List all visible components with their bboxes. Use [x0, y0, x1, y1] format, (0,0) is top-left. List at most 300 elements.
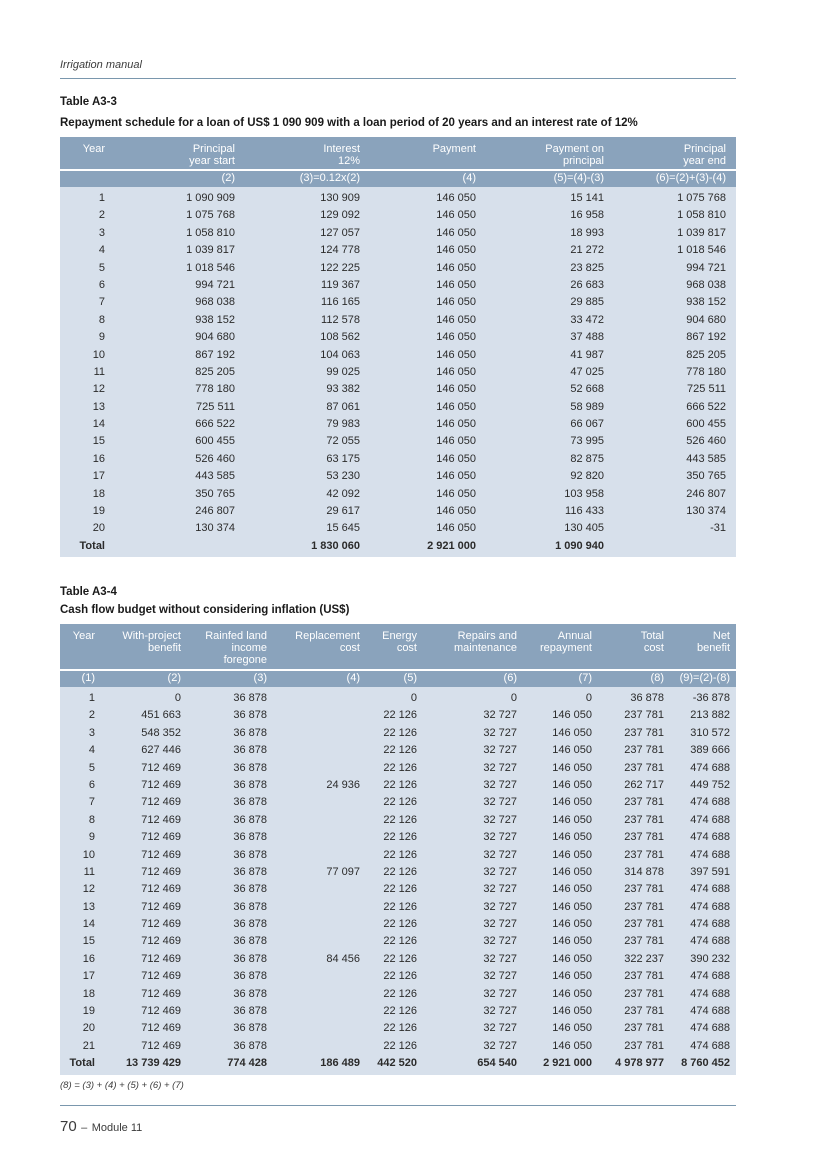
- table-row: [60, 916, 736, 933]
- table-cell: 712 469: [141, 883, 181, 896]
- table-cell: 600 455: [195, 435, 235, 448]
- table-cell: 130 374: [195, 522, 235, 535]
- repayment-schedule-table: [60, 137, 736, 557]
- table-cell: 36 878: [233, 744, 267, 757]
- table-cell: 237 781: [624, 796, 664, 809]
- table-cell: 627 446: [141, 744, 181, 757]
- table-cell: 32 727: [483, 726, 517, 739]
- t2-header-cell: [60, 630, 95, 669]
- table-cell: 246 807: [686, 487, 726, 500]
- table-row: [60, 277, 736, 294]
- table-cell: 130 909: [320, 192, 360, 204]
- table-cell: 32 727: [483, 1039, 517, 1052]
- table-cell: 146 050: [436, 313, 476, 326]
- table-cell: 22 126: [383, 987, 417, 1000]
- table-cell: 37 488: [570, 331, 604, 344]
- table-cell: 526 460: [686, 435, 726, 448]
- table-cell: 146 050: [436, 365, 476, 378]
- table-cell: 15 645: [326, 522, 360, 535]
- table-cell: 32 727: [483, 1005, 517, 1018]
- table-cell: 712 469: [141, 813, 181, 826]
- table-cell: 119 367: [321, 278, 360, 291]
- table-cell: 712 469: [141, 935, 181, 948]
- table-cell: 712 469: [141, 796, 181, 809]
- table-row: [60, 1038, 736, 1055]
- table-cell: 19: [92, 505, 105, 518]
- table-cell: 32 727: [483, 761, 517, 774]
- table-cell: 1: [88, 692, 95, 704]
- table-row: [60, 847, 736, 864]
- table-cell: 246 807: [195, 505, 235, 518]
- table-cell: 904 680: [686, 313, 726, 326]
- table-cell: 32 727: [483, 848, 517, 861]
- table2-header-row: [60, 624, 736, 669]
- table2-caption: Cash flow budget without considering inflation (US$): [60, 604, 350, 616]
- table-cell: 666 522: [686, 400, 726, 413]
- table-cell: 146 050: [436, 487, 476, 500]
- table-cell: 7: [88, 796, 95, 809]
- table-cell: 58 989: [570, 400, 604, 413]
- table-cell: 22 126: [383, 918, 417, 931]
- t2-header-line: Year: [72, 630, 95, 642]
- table-cell: -31: [710, 522, 726, 535]
- t1-header-line: Interest: [323, 143, 360, 155]
- t2-header-cell: [181, 630, 267, 669]
- table-cell: 6: [98, 278, 105, 291]
- table-cell: 129 092: [320, 209, 360, 222]
- table-row: [60, 468, 736, 485]
- table-cell: 474 688: [690, 813, 730, 826]
- table-cell: 390 232: [690, 952, 730, 965]
- table-cell: 18: [82, 987, 95, 1000]
- table-cell: 146 050: [552, 1039, 592, 1052]
- table-cell: 237 781: [624, 918, 664, 931]
- table-cell: 14: [92, 418, 105, 431]
- t2-header-line: Total: [640, 630, 664, 642]
- table-cell: 712 469: [141, 1005, 181, 1018]
- table-cell: 322 237: [624, 952, 664, 965]
- table-cell: 146 050: [552, 761, 592, 774]
- table-cell: 146 050: [552, 709, 592, 722]
- footer-separator: –: [81, 1122, 88, 1134]
- table-cell: 449 752: [690, 778, 730, 791]
- total-cell: 442 520: [377, 1057, 417, 1070]
- table-cell: 36 878: [233, 813, 267, 826]
- table-cell: 237 781: [624, 726, 664, 739]
- table-row: [60, 968, 736, 985]
- table-row: [60, 381, 736, 398]
- table-row: [60, 951, 736, 968]
- table-cell: 32 727: [483, 831, 517, 844]
- t1-header-cell: [60, 143, 105, 169]
- table-cell: [267, 829, 360, 846]
- t2-subheader-cell: (4): [346, 672, 360, 684]
- table-cell: 13: [92, 400, 105, 413]
- table2-footnote: (8) = (3) + (4) + (5) + (6) + (7): [60, 1080, 184, 1091]
- table-cell: 108 562: [320, 331, 360, 344]
- table-cell: 146 050: [552, 831, 592, 844]
- table-cell: 213 882: [690, 709, 730, 722]
- table-cell: 11: [93, 365, 105, 378]
- table-cell: [267, 690, 360, 707]
- table-cell: 1 075 768: [677, 192, 726, 204]
- t1-header-cell: [604, 143, 726, 169]
- table-cell: 32 727: [483, 918, 517, 931]
- table-cell: 474 688: [690, 918, 730, 931]
- table-cell: 22 126: [383, 831, 417, 844]
- table-cell: 22 126: [383, 865, 417, 878]
- t2-header-line: maintenance: [454, 642, 517, 654]
- table-cell: 237 781: [624, 831, 664, 844]
- table-cell: 18 993: [570, 226, 604, 239]
- table-cell: 237 781: [624, 970, 664, 983]
- table-cell: 712 469: [141, 970, 181, 983]
- t2-header-cell: [417, 630, 517, 669]
- table-cell: [267, 881, 360, 898]
- table-cell: 16: [82, 952, 95, 965]
- table-cell: 36 878: [233, 865, 267, 878]
- table-cell: 93 382: [326, 383, 360, 396]
- table-cell: 994 721: [195, 278, 235, 291]
- table-cell: 146 050: [436, 470, 476, 483]
- table-cell: 314 878: [624, 865, 664, 878]
- t2-header-line: Rainfed land: [205, 630, 267, 642]
- table-cell: [267, 760, 360, 777]
- table-cell: 526 460: [195, 452, 235, 465]
- table-cell: 53 230: [326, 470, 360, 483]
- table-row: [60, 347, 736, 364]
- table-cell: 17: [82, 970, 95, 983]
- table-cell: 36 878: [233, 987, 267, 1000]
- table-cell: 4: [98, 244, 105, 257]
- table-cell: 3: [88, 726, 95, 739]
- table-cell: 92 820: [570, 470, 604, 483]
- table-cell: 146 050: [436, 452, 476, 465]
- table-cell: 18: [92, 487, 105, 500]
- table-cell: 36 878: [233, 726, 267, 739]
- table-cell: 32 727: [483, 813, 517, 826]
- table2-body: [60, 687, 736, 1075]
- table-cell: 29 617: [326, 505, 360, 518]
- table-cell: 237 781: [624, 935, 664, 948]
- table-cell: 712 469: [141, 1039, 181, 1052]
- page-footer: [60, 1118, 142, 1136]
- t1-subheader-cell: (3)=0.12x(2): [299, 172, 360, 184]
- table-cell: 548 352: [141, 726, 181, 739]
- table-cell: 66 067: [570, 418, 604, 431]
- table-cell: 237 781: [624, 1005, 664, 1018]
- table-cell: 8: [88, 813, 95, 826]
- cash-flow-budget-table: [60, 624, 736, 1075]
- table-cell: 712 469: [141, 918, 181, 931]
- table-cell: 146 050: [436, 244, 476, 257]
- table-cell: 474 688: [690, 1005, 730, 1018]
- table-cell: 474 688: [690, 761, 730, 774]
- table-cell: [267, 986, 360, 1003]
- table-cell: 36 878: [233, 935, 267, 948]
- t2-subheader-cell: (3): [253, 672, 267, 684]
- table-cell: 904 680: [195, 331, 235, 344]
- table-cell: 146 050: [552, 1022, 592, 1035]
- table-cell: 116 433: [565, 505, 604, 518]
- table-row: [60, 364, 736, 381]
- table-cell: 22 126: [383, 761, 417, 774]
- table-cell: 310 572: [690, 726, 730, 739]
- table-cell: [267, 847, 360, 864]
- table-cell: 36 878: [233, 796, 267, 809]
- table-cell: 6: [88, 778, 95, 791]
- table-cell: 237 781: [624, 744, 664, 757]
- table-cell: 237 781: [624, 900, 664, 913]
- table-cell: 116 165: [321, 296, 360, 309]
- table-cell: 127 057: [320, 226, 360, 239]
- table-cell: 41 987: [570, 348, 604, 361]
- table-cell: 146 050: [552, 1005, 592, 1018]
- total-cell: [105, 538, 235, 555]
- table-cell: 36 878: [233, 1039, 267, 1052]
- table-cell: 146 050: [436, 418, 476, 431]
- table-cell: 0: [585, 692, 592, 704]
- table-cell: 79 983: [326, 418, 360, 431]
- table-cell: 22 126: [383, 778, 417, 791]
- total-cell: 13 739 429: [125, 1057, 181, 1070]
- table-cell: 867 192: [195, 348, 235, 361]
- table-row: [60, 329, 736, 346]
- table-cell: 712 469: [141, 761, 181, 774]
- table-cell: [267, 812, 360, 829]
- t2-subheader-cell: (2): [167, 672, 181, 684]
- table1-label: Table A3-3: [60, 96, 117, 108]
- table-row: [60, 1003, 736, 1020]
- table-cell: 4: [88, 744, 95, 757]
- table1-subheader-row: [60, 169, 736, 187]
- table-cell: 237 781: [624, 1022, 664, 1035]
- table-cell: 725 511: [196, 400, 235, 413]
- table-cell: [267, 742, 360, 759]
- table-cell: 146 050: [552, 726, 592, 739]
- table-cell: 474 688: [690, 796, 730, 809]
- table-cell: 237 781: [624, 813, 664, 826]
- table-cell: 146 050: [552, 883, 592, 896]
- table-cell: 84 456: [326, 952, 360, 965]
- table-row: [60, 520, 736, 537]
- table-cell: [267, 899, 360, 916]
- table-cell: 82 875: [570, 452, 604, 465]
- table-cell: 21: [82, 1039, 95, 1052]
- t2-header-line: income: [231, 642, 267, 654]
- table-cell: 124 778: [320, 244, 360, 257]
- table-cell: 36 878: [233, 761, 267, 774]
- table-cell: 36 878: [233, 831, 267, 844]
- table-cell: 146 050: [436, 209, 476, 222]
- table-cell: 474 688: [690, 970, 730, 983]
- total-cell: 2 921 000: [543, 1057, 592, 1070]
- table-row: [60, 242, 736, 259]
- table-cell: 146 050: [552, 796, 592, 809]
- t2-header-cell: [592, 630, 664, 669]
- footer-rule: [60, 1105, 736, 1106]
- table-cell: 36 878: [233, 1022, 267, 1035]
- table-cell: 389 666: [690, 744, 730, 757]
- table-row: [60, 503, 736, 520]
- t1-subheader-cell: (2): [221, 172, 235, 184]
- t2-subheader-cell: (6): [503, 672, 517, 684]
- table-cell: 474 688: [690, 987, 730, 1000]
- table-cell: 146 050: [436, 296, 476, 309]
- table-cell: 0: [410, 692, 417, 704]
- table-cell: 22 126: [383, 848, 417, 861]
- table-cell: 36 878: [233, 970, 267, 983]
- table-cell: 1 039 817: [677, 226, 726, 239]
- table-cell: 968 038: [195, 296, 235, 309]
- t2-header-line: cost: [339, 642, 360, 654]
- total-cell: 2 921 000: [427, 539, 476, 552]
- table-cell: 9: [88, 831, 95, 844]
- table-row: [60, 933, 736, 950]
- table2-label: Table A3-4: [60, 586, 117, 598]
- table-cell: 36 878: [233, 900, 267, 913]
- table-cell: 146 050: [436, 278, 476, 291]
- table-cell: 26 683: [570, 278, 604, 291]
- table-cell: 237 781: [624, 761, 664, 774]
- table-cell: [267, 725, 360, 742]
- t2-header-line: benefit: [696, 642, 730, 654]
- table-cell: 47 025: [570, 365, 604, 378]
- table2-subheader-row: [60, 669, 736, 687]
- table-cell: 36 878: [233, 692, 267, 704]
- table-cell: 15 141: [570, 192, 604, 204]
- table1-header-row: [60, 137, 736, 169]
- table-cell: 130 405: [564, 522, 604, 535]
- table-cell: 1: [98, 192, 105, 204]
- table-cell: [267, 1003, 360, 1020]
- table-cell: 32 727: [483, 883, 517, 896]
- table-cell: 146 050: [436, 348, 476, 361]
- table-cell: 146 050: [552, 900, 592, 913]
- t2-header-cell: [360, 630, 417, 669]
- t2-header-line: benefit: [147, 642, 181, 654]
- table-cell: 867 192: [686, 331, 726, 344]
- t2-header-cell: [267, 630, 360, 669]
- table-cell: 825 205: [686, 348, 726, 361]
- table-cell: 99 025: [326, 365, 360, 378]
- table-cell: 23 825: [570, 261, 604, 274]
- table-cell: 11: [83, 865, 95, 878]
- t2-header-line: Annual: [557, 630, 592, 642]
- total-cell: [604, 538, 726, 555]
- table-cell: 22 126: [383, 900, 417, 913]
- table-cell: 443 585: [195, 470, 235, 483]
- table-cell: 32 727: [483, 987, 517, 1000]
- table-cell: 14: [82, 918, 95, 931]
- table-cell: 474 688: [690, 1039, 730, 1052]
- table-cell: [267, 916, 360, 933]
- table-cell: 146 050: [436, 435, 476, 448]
- table-cell: 22 126: [383, 952, 417, 965]
- table-cell: 22 126: [383, 709, 417, 722]
- table-cell: 22 126: [383, 796, 417, 809]
- table-row: [60, 399, 736, 416]
- table-row: [60, 725, 736, 742]
- t1-subheader-cell: [60, 171, 105, 187]
- t1-header-cell: [105, 143, 235, 169]
- table-cell: 146 050: [552, 848, 592, 861]
- table-cell: 16: [92, 452, 105, 465]
- t2-subheader-cell: (8): [650, 672, 664, 684]
- t1-header-line: principal: [563, 155, 604, 167]
- table-row: [60, 829, 736, 846]
- table-cell: 938 152: [195, 313, 235, 326]
- table1-body: [60, 187, 736, 557]
- table-cell: 12: [92, 383, 105, 396]
- table-cell: 262 717: [624, 778, 664, 791]
- table-cell: 146 050: [552, 970, 592, 983]
- table-cell: 32 727: [483, 935, 517, 948]
- table-cell: 778 180: [686, 365, 726, 378]
- table-cell: 63 175: [326, 452, 360, 465]
- table-cell: 15: [92, 435, 105, 448]
- table-cell: 2: [88, 709, 95, 722]
- running-header: Irrigation manual: [60, 59, 142, 71]
- table-cell: 22 126: [383, 935, 417, 948]
- total-cell: 186 489: [320, 1057, 360, 1070]
- table-row: [60, 707, 736, 724]
- table-cell: 21 272: [570, 244, 604, 257]
- table-cell: 32 727: [483, 865, 517, 878]
- t1-header-cell: [476, 143, 604, 169]
- table-cell: 5: [98, 261, 105, 274]
- table-cell: 146 050: [552, 778, 592, 791]
- table-cell: 443 585: [686, 452, 726, 465]
- t2-header-cell: [664, 630, 730, 669]
- table-cell: 16 958: [570, 209, 604, 222]
- t2-header-line: repayment: [540, 642, 592, 654]
- t2-total-row: [60, 1055, 736, 1072]
- total-cell: 654 540: [477, 1057, 517, 1070]
- table-cell: 1 058 810: [186, 226, 235, 239]
- table-cell: 146 050: [436, 400, 476, 413]
- t2-header-cell: [95, 630, 181, 669]
- t2-subheader-cell: (5): [403, 672, 417, 684]
- table-cell: 36 878: [233, 778, 267, 791]
- table-cell: [267, 933, 360, 950]
- table-cell: 474 688: [690, 883, 730, 896]
- table-cell: 122 225: [320, 261, 360, 274]
- table-cell: 712 469: [141, 848, 181, 861]
- table-cell: 778 180: [195, 383, 235, 396]
- table-cell: 104 063: [320, 348, 360, 361]
- table-cell: 237 781: [624, 709, 664, 722]
- table-cell: 994 721: [686, 261, 726, 274]
- t2-header-line: foregone: [223, 654, 267, 666]
- table-cell: 32 727: [483, 900, 517, 913]
- table-cell: 712 469: [141, 987, 181, 1000]
- t2-header-line: Repairs and: [457, 630, 517, 642]
- table-cell: 1 039 817: [186, 244, 235, 257]
- table-cell: 237 781: [624, 1039, 664, 1052]
- table-cell: 1 090 909: [186, 192, 235, 204]
- table-cell: 17: [92, 470, 105, 483]
- table-cell: 0: [510, 692, 517, 704]
- table-cell: 712 469: [141, 1022, 181, 1035]
- t1-header-line: year end: [683, 155, 726, 167]
- table-cell: 36 878: [233, 848, 267, 861]
- table-cell: 7: [98, 296, 105, 309]
- table-cell: 22 126: [383, 744, 417, 757]
- table-cell: 146 050: [436, 226, 476, 239]
- table-cell: 350 765: [195, 487, 235, 500]
- table-cell: 146 050: [552, 865, 592, 878]
